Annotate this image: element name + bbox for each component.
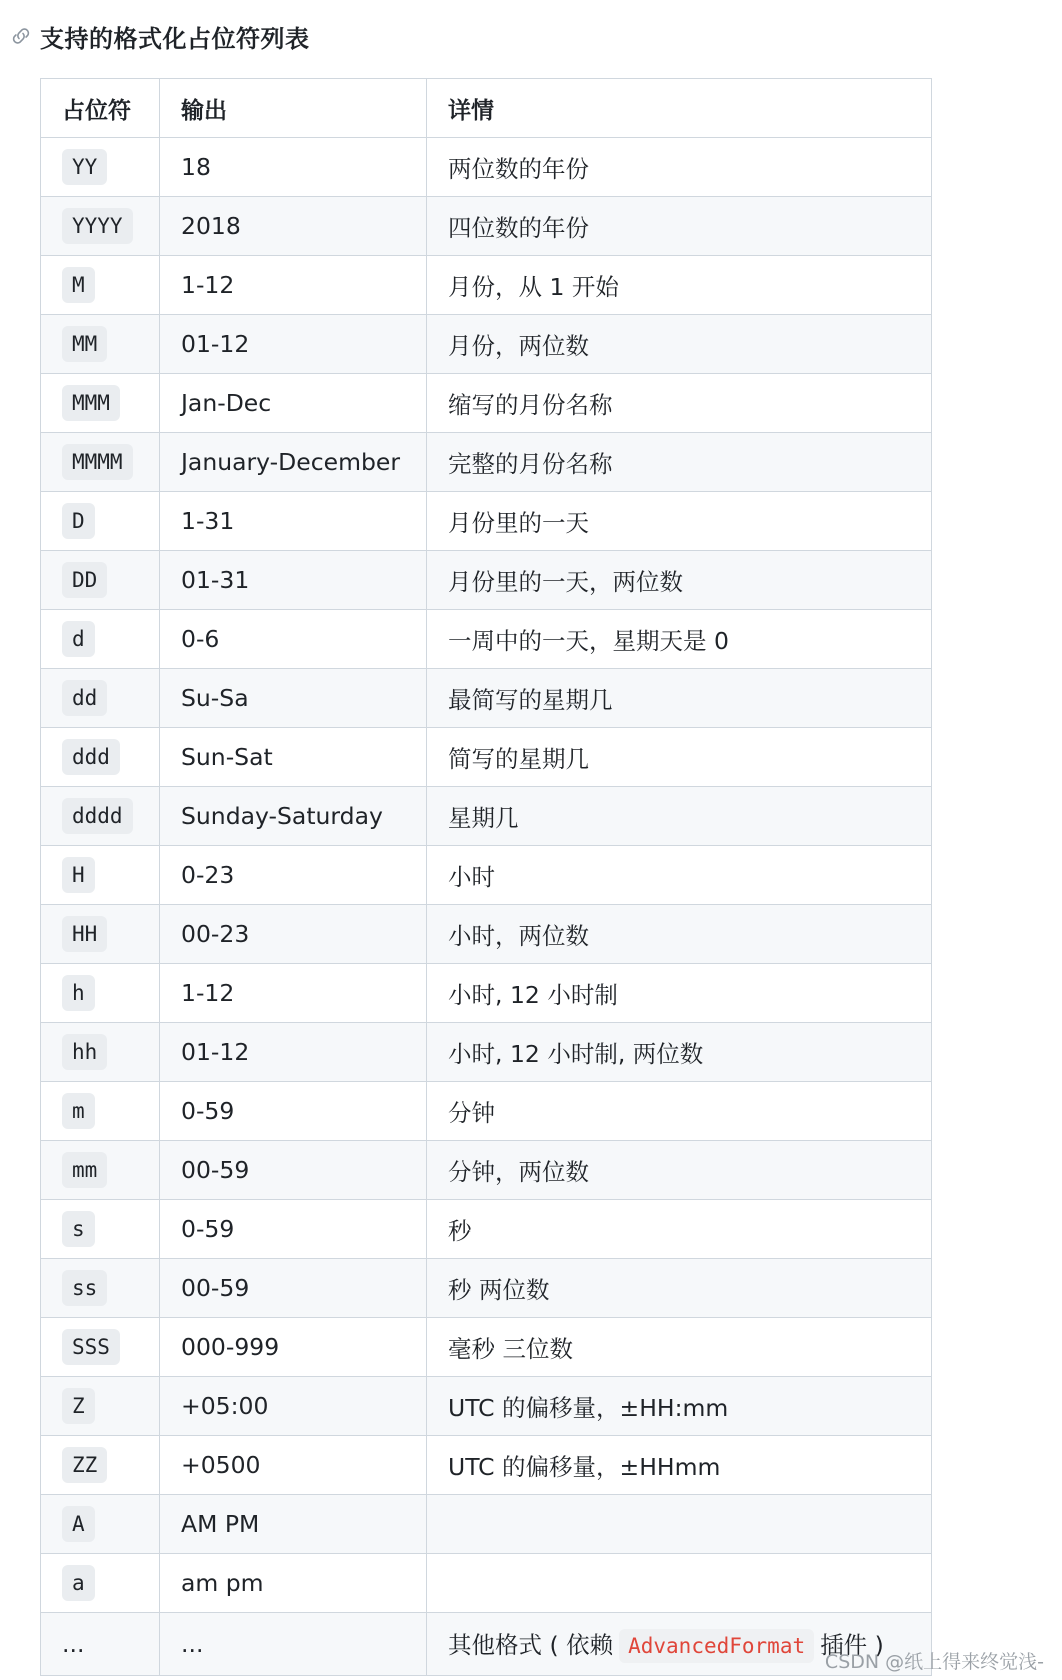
placeholder-token: MMMM: [62, 444, 133, 480]
table-row: [41, 1318, 932, 1377]
detail-cell: 完整的月份名称: [427, 433, 932, 492]
table-row: [41, 197, 932, 256]
detail-cell: 小时，两位数: [427, 905, 932, 964]
placeholder-token: SSS: [62, 1329, 120, 1365]
output-cell: Sunday-Saturday: [160, 787, 427, 846]
detail-cell: 四位数的年份: [427, 197, 932, 256]
placeholder-cell: [41, 964, 160, 1023]
placeholder-cell: [41, 1318, 160, 1377]
placeholder-cell: [41, 374, 160, 433]
output-cell: +0500: [160, 1436, 427, 1495]
table-row: [41, 492, 932, 551]
placeholder-token: hh: [62, 1034, 107, 1070]
placeholder-table: [40, 78, 932, 1676]
placeholder-cell: [41, 1436, 160, 1495]
placeholder-cell: [41, 1082, 160, 1141]
table-row: [41, 374, 932, 433]
table-row: [41, 1613, 932, 1676]
placeholder-token: YY: [62, 149, 107, 185]
table-row: [41, 1200, 932, 1259]
placeholder-cell: [41, 728, 160, 787]
placeholder-token: D: [62, 503, 95, 539]
page-title: 支持的格式化占位符列表: [40, 24, 310, 53]
table-row: [41, 1141, 932, 1200]
table-row: [41, 315, 932, 374]
table-row: [41, 669, 932, 728]
table-row: [41, 1082, 932, 1141]
placeholder-cell: [41, 551, 160, 610]
placeholder-token: Z: [62, 1388, 95, 1424]
placeholder-token: d: [62, 621, 95, 657]
detail-cell: 最简写的星期几: [427, 669, 932, 728]
output-cell: 00-59: [160, 1141, 427, 1200]
placeholder-token: ddd: [62, 739, 120, 775]
detail-cell: 秒: [427, 1200, 932, 1259]
table-row: [41, 256, 932, 315]
table-row: [41, 1377, 932, 1436]
detail-cell: UTC 的偏移量，±HH:mm: [427, 1377, 932, 1436]
placeholder-cell: [41, 197, 160, 256]
placeholder-token: H: [62, 857, 95, 893]
detail-prefix: 其他格式 ( 依赖: [448, 1630, 614, 1659]
section-heading: [8, 12, 310, 60]
output-cell: 0-6: [160, 610, 427, 669]
table-row: [41, 610, 932, 669]
output-cell: Sun-Sat: [160, 728, 427, 787]
output-cell: 2018: [160, 197, 427, 256]
placeholder-cell: [41, 1495, 160, 1554]
detail-cell: [427, 1554, 932, 1613]
table-row: [41, 1023, 932, 1082]
table-body: [41, 138, 932, 1676]
watermark: CSDN @纸上得来终觉浅-: [824, 1651, 1044, 1673]
output-cell: 000-999: [160, 1318, 427, 1377]
table-row: [41, 1436, 932, 1495]
placeholder-token: M: [62, 267, 95, 303]
detail-cell: 星期几: [427, 787, 932, 846]
placeholder-token: dd: [62, 680, 107, 716]
output-cell: 0-59: [160, 1082, 427, 1141]
detail-cell: 缩写的月份名称: [427, 374, 932, 433]
detail-cell: 小时, 12 小时制: [427, 964, 932, 1023]
table-row: [41, 1554, 932, 1613]
placeholder-cell: [41, 256, 160, 315]
table-row: [41, 1259, 932, 1318]
detail-cell: 月份里的一天: [427, 492, 932, 551]
detail-suffix: 插件 ): [820, 1630, 884, 1659]
detail-cell: 分钟，两位数: [427, 1141, 932, 1200]
table-row: [41, 964, 932, 1023]
output-cell: AM PM: [160, 1495, 427, 1554]
advanced-format-code: AdvancedFormat: [619, 1629, 814, 1663]
detail-cell: 毫秒 三位数: [427, 1318, 932, 1377]
placeholder-token: ZZ: [62, 1447, 107, 1483]
output-cell: January-December: [160, 433, 427, 492]
detail-cell: 两位数的年份: [427, 138, 932, 197]
output-cell: 1-31: [160, 492, 427, 551]
table-row: [41, 846, 932, 905]
placeholder-cell: [41, 1023, 160, 1082]
output-cell: 01-12: [160, 1023, 427, 1082]
placeholder-cell: [41, 1141, 160, 1200]
placeholder-cell: [41, 846, 160, 905]
placeholder-cell: [41, 1259, 160, 1318]
placeholder-token: MM: [62, 326, 107, 362]
detail-cell: 一周中的一天，星期天是 0: [427, 610, 932, 669]
output-cell: 18: [160, 138, 427, 197]
placeholder-cell: [41, 492, 160, 551]
placeholder-cell: [41, 138, 160, 197]
output-cell: am pm: [160, 1554, 427, 1613]
placeholder-cell: [41, 1377, 160, 1436]
placeholder-cell: ...: [41, 1613, 160, 1676]
placeholder-token: HH: [62, 916, 107, 952]
detail-cell: 月份，从 1 开始: [427, 256, 932, 315]
table-row: [41, 905, 932, 964]
table-row: [41, 433, 932, 492]
placeholder-token: a: [62, 1565, 95, 1601]
detail-cell: 小时: [427, 846, 932, 905]
output-cell: +05:00: [160, 1377, 427, 1436]
detail-cell: 分钟: [427, 1082, 932, 1141]
detail-cell: 小时, 12 小时制, 两位数: [427, 1023, 932, 1082]
output-cell: 0-23: [160, 846, 427, 905]
placeholder-cell: [41, 1554, 160, 1613]
output-cell: 1-12: [160, 964, 427, 1023]
table-row: [41, 1495, 932, 1554]
placeholder-cell: [41, 610, 160, 669]
placeholder-token: A: [62, 1506, 95, 1542]
output-cell: ...: [160, 1613, 427, 1676]
placeholder-token: mm: [62, 1152, 107, 1188]
detail-cell: 简写的星期几: [427, 728, 932, 787]
placeholder-cell: [41, 433, 160, 492]
table-row: [41, 551, 932, 610]
placeholder-cell: [41, 787, 160, 846]
placeholder-token: YYYY: [62, 208, 133, 244]
link-icon[interactable]: [8, 23, 34, 49]
table-row: [41, 728, 932, 787]
detail-cell: 秒 两位数: [427, 1259, 932, 1318]
detail-cell: [427, 1495, 932, 1554]
placeholder-token: m: [62, 1093, 95, 1129]
placeholder-token: ss: [62, 1270, 107, 1306]
output-cell: 00-23: [160, 905, 427, 964]
table-row: [41, 787, 932, 846]
table-header-row: [41, 79, 932, 138]
detail-cell: 月份，两位数: [427, 315, 932, 374]
detail-cell: 月份里的一天，两位数: [427, 551, 932, 610]
placeholder-token: h: [62, 975, 95, 1011]
header-placeholder: 占位符: [41, 79, 160, 138]
header-detail: 详情: [427, 79, 932, 138]
output-cell: Su-Sa: [160, 669, 427, 728]
placeholder-cell: [41, 1200, 160, 1259]
placeholder-cell: [41, 669, 160, 728]
output-cell: 0-59: [160, 1200, 427, 1259]
placeholder-token: DD: [62, 562, 107, 598]
output-cell: 01-12: [160, 315, 427, 374]
placeholder-cell: [41, 315, 160, 374]
detail-cell: UTC 的偏移量，±HHmm: [427, 1436, 932, 1495]
output-cell: Jan-Dec: [160, 374, 427, 433]
table-row: [41, 138, 932, 197]
output-cell: 01-31: [160, 551, 427, 610]
output-cell: 00-59: [160, 1259, 427, 1318]
placeholder-cell: [41, 905, 160, 964]
placeholder-token: MMM: [62, 385, 120, 421]
placeholder-token: dddd: [62, 798, 133, 834]
placeholder-token: s: [62, 1211, 95, 1247]
output-cell: 1-12: [160, 256, 427, 315]
header-output: 输出: [160, 79, 427, 138]
